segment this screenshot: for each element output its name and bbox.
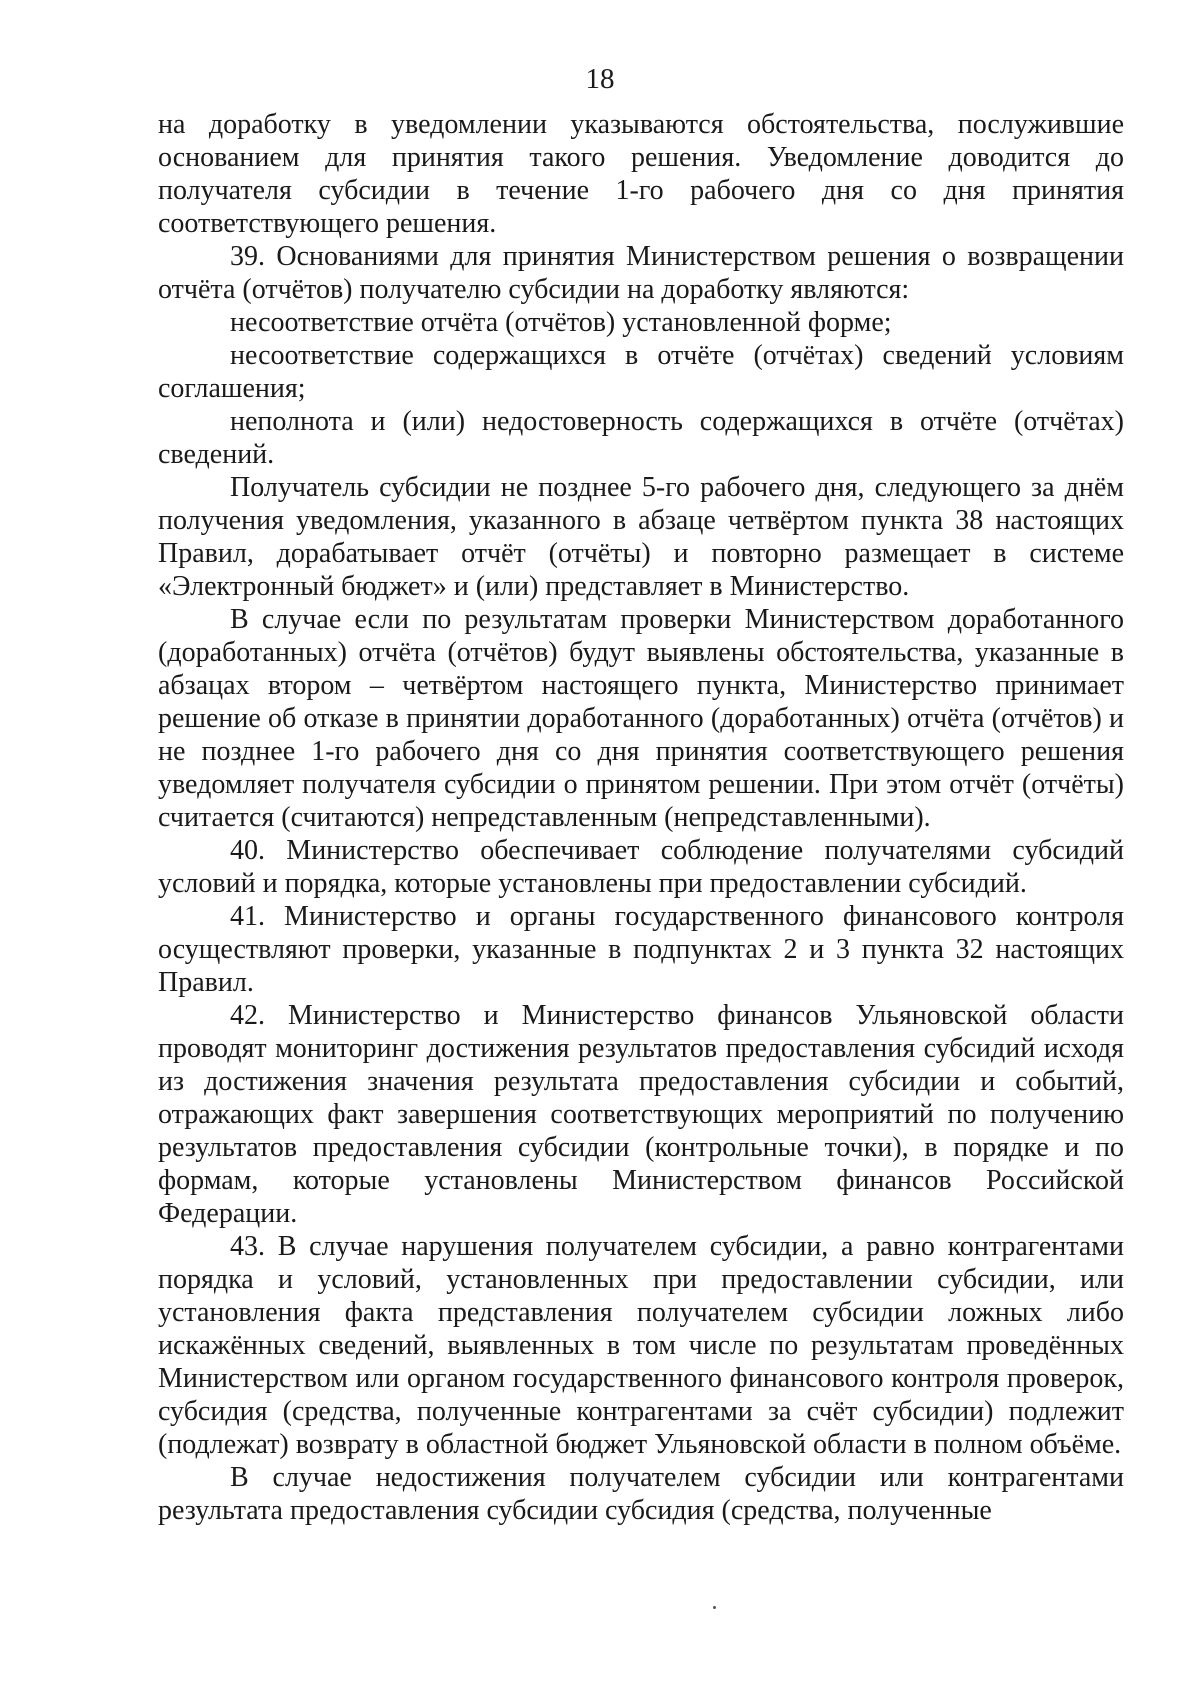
scan-speck — [713, 1606, 716, 1609]
paragraph-ground-1: несоответствие отчёта (отчётов) установленной форме; — [230, 307, 892, 338]
paragraph-ground-3: неполнота и (или) недостоверность содержащихся в отчёте (отчётах) сведений. — [158, 406, 1124, 470]
document-body — [158, 108, 1124, 1527]
paragraph-item-40: 40. Министерство обеспечивает соблюдение получателями субсидий условий и порядка, которые установлены при предоставлении субсидий. — [158, 835, 1124, 899]
paragraph-item-41: 41. Министерство и органы государственного финансового контроля осуществляют проверки, указанные в подпунктах 2 и 3 пункта 32 настоящих Правил. — [158, 901, 1124, 998]
paragraph-item-42: 42. Министерство и Министерство финансов Ульяновской области проводят мониторинг достижения результатов предоставления субсидий исходя из достижения значения результата предоставления субсидии и событий, отражающих факт завершения соответствующих мероприятий по получению результатов предоставления субсидии (контрольные точки), в порядке и по формам, которые установлены Министерством финансов Российской Федерации. — [158, 1000, 1124, 1229]
paragraph-refusal: В случае если по результатам проверки Министерством доработанного (доработанных) отчёта (отчётов) будут выявлены обстоятельства, указанные в абзацах втором – четвёртом настоящего пункта, Министерство принимает решение об отказе в принятии доработанного (доработанных) отчёта (отчётов) и не позднее 1-го рабочего дня со дня принятия соответствующего решения уведомляет получателя субсидии о принятом решении. При этом отчёт (отчёты) считается (считаются) непредставленным (непредставленными). — [158, 604, 1124, 833]
paragraph-item-43: 43. В случае нарушения получателем субсидии, а равно контрагентами порядка и условий, установленных при предоставлении субсидии, или установления факта представления получателем субсидии ложных либо искажённых сведений, выявленных в том числе по результатам проведённых Министерством или органом государственного финансового контроля проверок, субсидия (средства, полученные контрагентами за счёт субсидии) подлежит (подлежат) возврату в областной бюджет Ульяновской области в полном объёме. — [158, 1231, 1124, 1460]
paragraph-item-39: 39. Основаниями для принятия Министерством решения о возвращении отчёта (отчётов) получателю субсидии на доработку являются: — [158, 241, 1124, 305]
paragraph-ground-2: несоответствие содержащихся в отчёте (отчётах) сведений условиям соглашения; — [158, 340, 1124, 404]
page-number: 18 — [585, 63, 615, 95]
paragraph-non-achievement: В случае недостижения получателем субсидии или контрагентами результата предоставления субсидии субсидия (средства, полученные — [158, 1462, 1124, 1526]
paragraph-revision-deadline: Получатель субсидии не позднее 5-го рабочего дня, следующего за днём получения уведомления, указанного в абзаце четвёртом пункта 38 настоящих Правил, дорабатывает отчёт (отчёты) и повторно размещает в системе «Электронный бюджет» и (или) представляет в Министерство. — [158, 472, 1124, 602]
paragraph-continuation: на доработку в уведомлении указываются обстоятельства, послужившие основанием для принятия такого решения. Уведомление доводится до получателя субсидии в течение 1-го рабочего дня со дня принятия соответствующего решения. — [158, 109, 1124, 239]
